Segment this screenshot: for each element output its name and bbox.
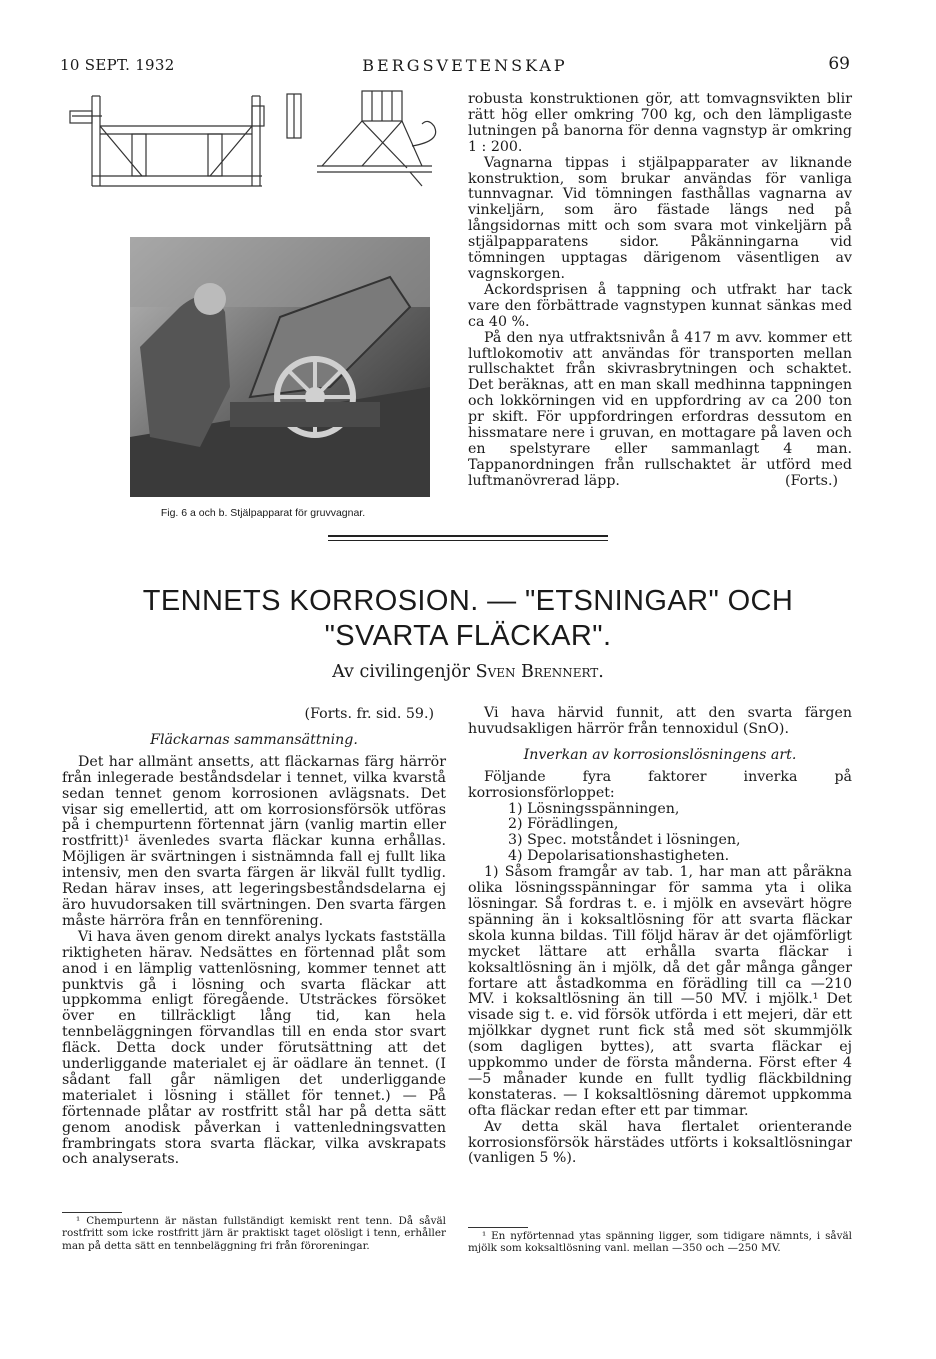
right-column (468, 706, 852, 1167)
article-author (60, 662, 876, 682)
footnote-rule (468, 1227, 528, 1228)
paragraph: Följande fyra faktorer inverka på korrosionsförloppet: (468, 768, 852, 801)
paragraph: Ackordsprisen å tappning och utfrakt har tack vare den förbättrade vagnstypen kunnat sänkas med ca 40 %. (468, 281, 852, 330)
list-item: 4) Depolarisationshastigheten. (508, 848, 730, 865)
top-right-column (468, 92, 852, 490)
list-item: 2) Förädlingen, (508, 816, 619, 833)
paragraph: Vi hava även genom direkt analys lyckats fastställa riktigheten härav. Nedsättes en förtennad plåt som anod i en lämplig vattenlösning, kommer tennet att punktvis gå i lösning och svarta fläckar att uppkomma enligt föregående. Utsträckes försöket över en tillräckligt lång tid, kan hela tennbeläggningen förvandlas till en enda stor svart fläck. Detta dock under förutsättning att det underliggande materialet ej är oädlare än tennet. (I sådant fall går nämligen det underliggande materialet i lösning i stället för tennet.) — På förtennade plåtar av rostfritt stål har på detta sätt genom anodisk påverkan i vattenledningsvatten frambringats stora svarta fläckar, vilka avskrapats och analyserats. (62, 928, 446, 1168)
journal-title: BERGSVETENSKAP (362, 56, 568, 75)
paragraph: Av detta skäl hava flertalet orienterande korrosionsförsök härstädes utförts i koksaltlösningar (vanligen 5 %). (468, 1118, 852, 1167)
photograph-figure (130, 237, 430, 497)
author-prefix: Av civilingenjör (332, 662, 470, 682)
paragraph: Vi hava härvid funnit, att den svarta färgen huvudsakligen härrör från tennoxidul (SnO). (468, 705, 852, 737)
paragraph: robusta konstruktionen gör, att tomvagnsvikten blir rätt hög eller omkring 700 kg, och den lämpligaste lutningen på banorna för denna vagnstyp är omkring 1 : 200. (468, 91, 852, 155)
right-footnote (468, 1230, 852, 1255)
left-footnote (62, 1215, 446, 1252)
section-divider (328, 535, 608, 544)
paragraph: Det har allmänt ansetts, att fläckarnas färg härrör från inlegerade beståndsdelar i tennet, vilka kvarstå sedan tennet genom korrosionen avlägsnats. Det visar sig emellertid, att om korrosionsförsök utföras på i chempurtenn förtennat järn (vanlig martin eller rostfritt)¹ ävenledes svarta fläckar kunna erhållas. Möjligen är svärtningen i sistnämnda fall ej fullt lika intensiv, men den svarta färgen är likväl fullt tydlig. Redan härav inses, att legeringsbeståndsdelarna ej äro huvudorsaken till svärtningen. Den svarta färgen måste härröra från en tennförening. (62, 753, 446, 929)
list-item: 1) Lösningsspänningen, (508, 800, 680, 817)
title-line-2: "SVARTA FLÄCKAR". (324, 620, 612, 652)
paragraph: Vagnarna tippas i stjälpapparater av liknande konstruktion, som brukar användas för vanliga tunnvagnar. Vid tömningen fasthållas vagnarna av vinkeljärn, som äro fästade längs ned på långsidornas mitt och som svara mot vinkeljärn på stjälpapparatens sidor. Påkänningarna vid tömningen upptagas därigenom väsentligen av vagnskorgen. (468, 154, 852, 282)
header-date: 10 SEPT. 1932 (60, 56, 175, 74)
footnote-text: ¹ En nyförtennad ytas spänning ligger, som tidigare nämnts, i såväl mjölk som koksaltlösning vanl. mellan —350 och —250 MV. (468, 1230, 852, 1255)
figure-caption: Fig. 6 a och b. Stjälpapparat för gruvvagnar. (160, 507, 366, 519)
paragraph: På den nya utfraktsnivån å 417 m avv. kommer ett luftlokomotiv att användas för transporten mellan rullschaktet från skivrasbrytningen och schaktet. Det beräknas, att en man skall medhinna tappningen och lokkörningen vid en uppfordring av ca 200 ton pr skift. För uppfordringen erfordras dessutom en hissmatare nere i gruvan, en mottagare på laven och en spelstyrare eller sammanlagt 4 man. Tappanordningen från rullschaktet är utförd med luftmanövrerad läpp. (468, 329, 852, 489)
technical-drawing-figure (62, 86, 452, 196)
article-title (60, 584, 876, 654)
title-line-1: TENNETS KORROSION. — "ETSNINGAR" OCH (142, 585, 794, 617)
factor-list (468, 802, 852, 866)
forts-label: (Forts.) (785, 472, 838, 489)
left-subheading: Fläckarnas sammansättning. (150, 731, 358, 748)
right-subheading: Inverkan av korrosionslösningens art. (523, 746, 797, 763)
page-number: 69 (828, 54, 850, 74)
continued-label: (Forts. fr. sid. 59.) (304, 706, 434, 722)
paragraph: 1) Såsom framgår av tab. 1, har man att påräkna olika lösningsspänningar för samma yta i olika lösningar. Så fordras t. e. i mjölk en avsevärt högre spänning än i koksaltlösning för att svarta fläckar skola kunna bildas. Till följd härav är det ojämförligt mycket lättare att erhålla svarta fläckar i koksaltlösning än i mjölk, då det går många gånger fortare att åstadkomma en förädling till ca —210 MV. i koksaltlösning än till —50 MV. i mjölk.¹ Det visade sig t. e. vid försök utförda i ett mejeri, där ett mjölkkar dygnet runt fick stå med söt skummjölk (som dagligen byttes), att svarta fläckar ej uppkommo under de första månderna. Först efter 4—5 månader kunde en fullt tydlig fläckbildning konstateras. — I koksaltlösning däremot uppkomma ofta fläckar redan efter ett par timmar. (468, 864, 852, 1119)
author-name: Sven Brennert. (475, 662, 604, 682)
footnote-text: ¹ Chempurtenn är nästan fullständigt kemiskt rent tenn. Då såväl rostfritt som icke rostfritt järn är praktiskt taget olösligt i tenn, erhåller man på detta sätt en tennbeläggning fri från föroreningar. (62, 1215, 446, 1252)
list-item: 3) Spec. motståndet i lösningen, (508, 832, 741, 849)
left-column (62, 707, 446, 1168)
footnote-rule (62, 1212, 122, 1213)
